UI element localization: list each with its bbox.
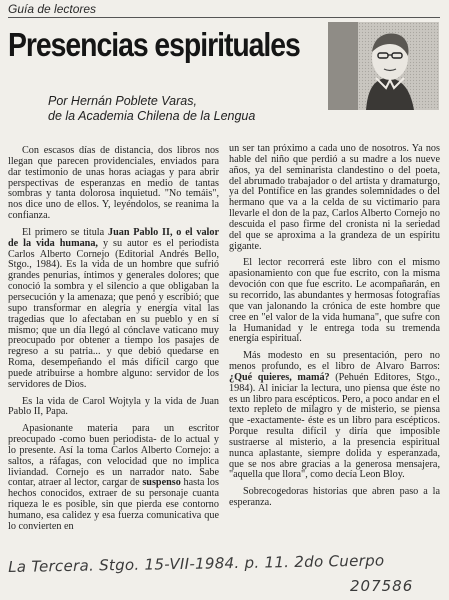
top-rule bbox=[8, 17, 440, 18]
byline-author: Por Hernán Poblete Varas, bbox=[48, 94, 197, 108]
paragraph: Sobrecogedoras historias que abren paso a la esperanza. bbox=[229, 486, 440, 509]
paragraph-text: hasta los hechos conocidos, extraer de su personaje cuanta riqueza le es posible, sin que pierda ese contorno humano, esa calidez y esa fuerza comunicativa que lo convierten en bbox=[8, 477, 219, 532]
right-column bbox=[229, 144, 440, 515]
section-label: Guía de lectores bbox=[8, 2, 97, 16]
paragraph-text: y su autor es el periodista Carlos Alberto Cornejo (Editorial Andrés Bello, Stgo., 1984). Es la vida de un hombre que sufrió grandes penurias, íntimos y generales dolores; que conoció la sombra y el silencio a que obligaban la persecución y la amenaza; que penó y escribió; que supo transformar en alegría y energía vital las tragedias que lo afectaban en su pueblo y en sí mismo; que un día llegó al cónclave vaticano muy preocupado por obtener a tiempo los pasajes de regreso a su patria... y que debió quedarse en Roma, desempeñando el más difícil cargo que puede atribuirse a hombre alguno: servidor de los servidores de Dios. bbox=[8, 237, 219, 390]
paragraph-text: Apasionante materia para un escritor preocupado -como buen periodista- de lo actual y lo presente. Así la toma Carlos Alberto Cornejo: a saltos, a ráfagas, con velocidad que no implica liviandad. Cornejo es un narrador nato. Sabe contar, atraer al lector, cargar de bbox=[8, 423, 219, 489]
emphasis-suspenso: suspenso bbox=[142, 477, 181, 489]
byline-affiliation: de la Academia Chilena de la Lengua bbox=[48, 109, 256, 123]
paragraph: un ser tan próximo a cada uno de nosotros. Ya nos hable del niño que perdió a su madre a los nueve años, ya del seminarista clandestino o del poeta, del abrumado trabajador o del artista y dramaturgo, ya del Pontífice en las grandes solemnidades o del hermano que va a la celda de su victimario para llevarle el don de la paz, Carlos Alberto Cornejo no descuida el paso firme del cronista ni la seriedad del que se aproxima a la grandeza de un espíritu gigante. bbox=[229, 143, 440, 252]
paragraph-text: Más modesto en su presentación, pero no menos profundo, es el libro de Alvaro Barros: bbox=[229, 350, 440, 373]
paragraph: El lector recorrerá este libro con el mismo apasionamiento con que fue escrito, con la misma devoción con que fue escrito. Le acompañarán, en su recorrido, las abundantes y hermosas fotografías que van jalonando la crónica de este hombre que cree en "el valor de la vida humana", que sufre con la Humanidad y le entrega toda su tremenda energía espiritual. bbox=[229, 257, 440, 345]
paragraph-text: (Pehuén Editores, Stgo., 1984). Al iniciar la lectura, uno piensa que éste no es un libro para escépticos. Pero, a poco andar en el texto repleto de milagro y de misterio, se piensa que -exactamente- éste es un libro para escépticos. Porque resulta difícil y diría que imposible sustraerse al misterio, a la presencia espiritual nunca aplastante, siempre dolida y esperanzada, que se nos abre gracias a la generosa mensajera, "aquella que llora", como decía Leon Bloy. bbox=[229, 371, 440, 481]
paragraph-text: El primero se titula bbox=[22, 226, 108, 238]
author-portrait-icon bbox=[328, 22, 439, 110]
paragraph: Con escasos días de distancia, dos libros nos llegan que parecen providenciales, enviados para dar testimonio de unas horas aciagas y para abrir perspectivas de esperanzas en medio de tantas sombras y tanta dolorosa inquietud. "No temáis", nos dice uno de ellos. Y, leyéndolos, se reanima la confianza. bbox=[8, 145, 219, 222]
handwritten-archive-number: 207586 bbox=[350, 577, 414, 595]
headline: Presencias espirituales bbox=[8, 26, 300, 63]
paragraph bbox=[8, 228, 219, 391]
handwritten-source-note: La Tercera. Stgo. 15-VII-1984. p. 11. 2do Cuerpo bbox=[8, 551, 385, 576]
left-column bbox=[8, 146, 219, 539]
paragraph: Es la vida de Carol Wojtyla y la vida de Juan Pablo II, Papa. bbox=[8, 395, 219, 418]
paragraph bbox=[8, 424, 219, 532]
byline bbox=[48, 94, 255, 124]
book-title-que-quieres: ¿Qué quieres, mamá? bbox=[229, 371, 330, 383]
book-title-juan-pablo: Juan Pablo II, o el valor de la vida humana, bbox=[8, 226, 219, 249]
paragraph bbox=[229, 351, 440, 481]
